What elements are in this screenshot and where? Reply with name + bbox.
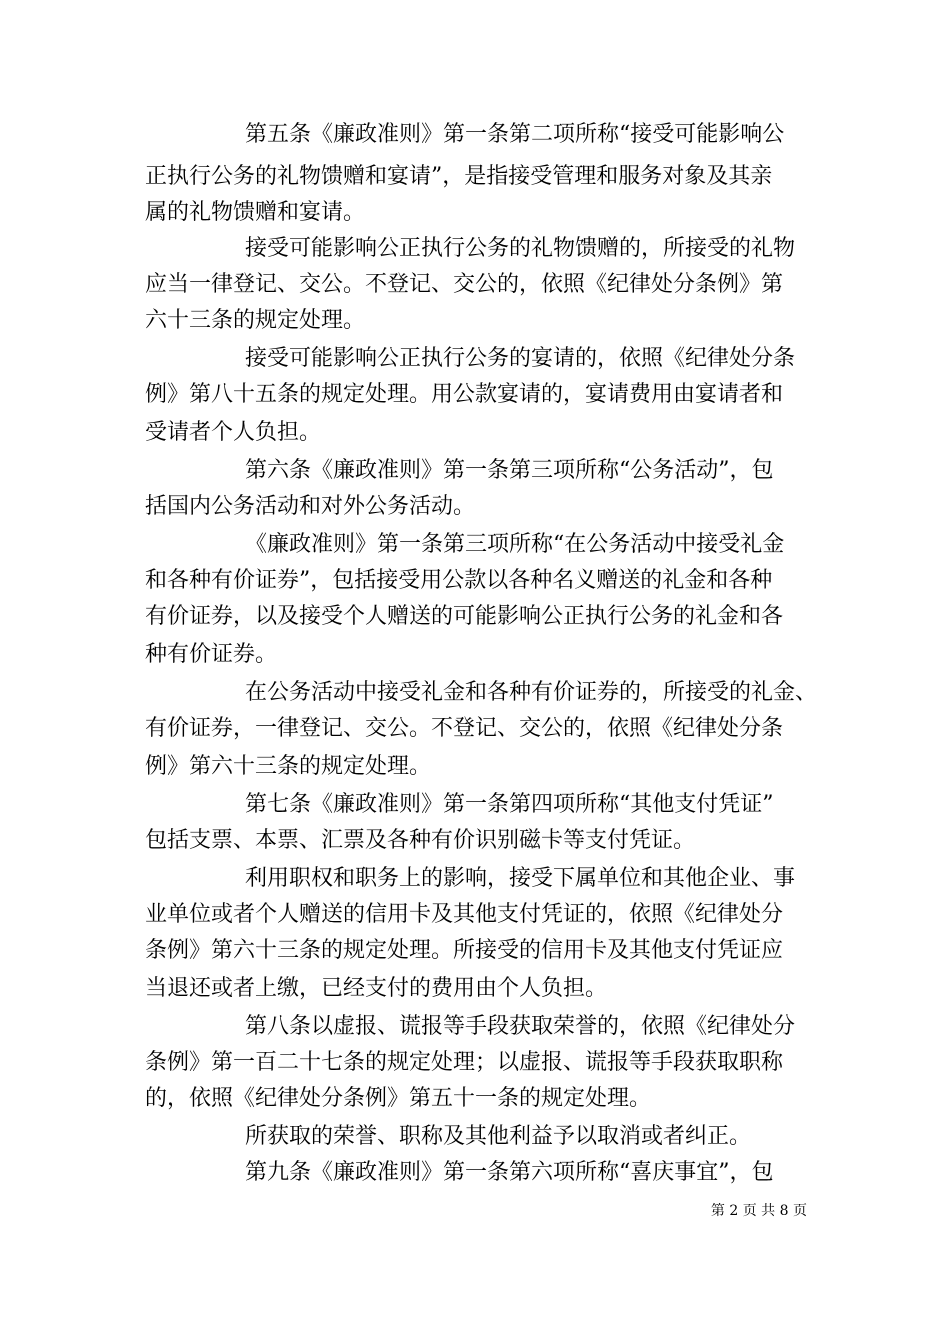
text-line: 在公务活动中接受礼金和各种有价证券的，所接受的礼金、	[245, 680, 818, 705]
text-line: 第七条《廉政准则》第一条第四项所称“其他支付凭证”	[245, 792, 774, 817]
text-line: 包括支票、本票、汇票及各种有价识别磁卡等支付凭证。	[145, 828, 696, 853]
text-line: 条例》第六十三条的规定处理。所接受的信用卡及其他支付凭证应	[145, 938, 784, 963]
text-line: 业单位或者个人赠送的信用卡及其他支付凭证的，依照《纪律处分	[145, 902, 784, 927]
text-line: 有价证券，以及接受个人赠送的可能影响公正执行公务的礼金和各	[145, 604, 784, 629]
text-line: 的，依照《纪律处分条例》第五十一条的规定处理。	[145, 1086, 652, 1111]
text-line: 第五条《廉政准则》第一条第二项所称“接受可能影响公	[245, 122, 785, 147]
text-line: 条例》第一百二十七条的规定处理；以虚报、谎报等手段获取职称	[145, 1050, 784, 1075]
text-line: 和各种有价证券”，包括接受用公款以各种名义赠送的礼金和各种	[145, 568, 773, 593]
text-line: 例》第八十五条的规定处理。用公款宴请的，宴请费用由宴请者和	[145, 382, 784, 407]
text-line: 所获取的荣誉、职称及其他利益予以取消或者纠正。	[245, 1124, 752, 1149]
page-number: 第 2 页 共 8 页	[710, 1203, 807, 1219]
text-line: 种有价证券。	[145, 642, 278, 667]
text-line: 例》第六十三条的规定处理。	[145, 754, 432, 779]
text-line: 括国内公务活动和对外公务活动。	[145, 494, 476, 519]
text-line: 第九条《廉政准则》第一条第六项所称“喜庆事宜”，包	[245, 1160, 774, 1185]
text-line: 接受可能影响公正执行公务的宴请的，依照《纪律处分条	[245, 346, 796, 371]
text-line: 应当一律登记、交公。不登记、交公的，依照《纪律处分条例》第	[145, 272, 784, 297]
text-line: 第八条以虚报、谎报等手段获取荣誉的，依照《纪律处分	[245, 1014, 796, 1039]
text-line: 《廉政准则》第一条第三项所称“在公务活动中接受礼金	[245, 532, 785, 557]
text-line: 属的礼物馈赠和宴请。	[145, 200, 366, 225]
text-line: 六十三条的规定处理。	[145, 308, 366, 333]
text-line: 接受可能影响公正执行公务的礼物馈赠的，所接受的礼物	[245, 236, 796, 261]
text-line: 正执行公务的礼物馈赠和宴请”，是指接受管理和服务对象及其亲	[145, 164, 773, 189]
text-line: 受请者个人负担。	[145, 420, 322, 445]
text-line: 有价证券，一律登记、交公。不登记、交公的，依照《纪律处分条	[145, 716, 784, 741]
text-line: 第六条《廉政准则》第一条第三项所称“公务活动”，包	[245, 458, 774, 483]
text-line: 利用职权和职务上的影响，接受下属单位和其他企业、事	[245, 866, 796, 891]
text-line: 当退还或者上缴，已经支付的费用由个人负担。	[145, 976, 608, 1001]
